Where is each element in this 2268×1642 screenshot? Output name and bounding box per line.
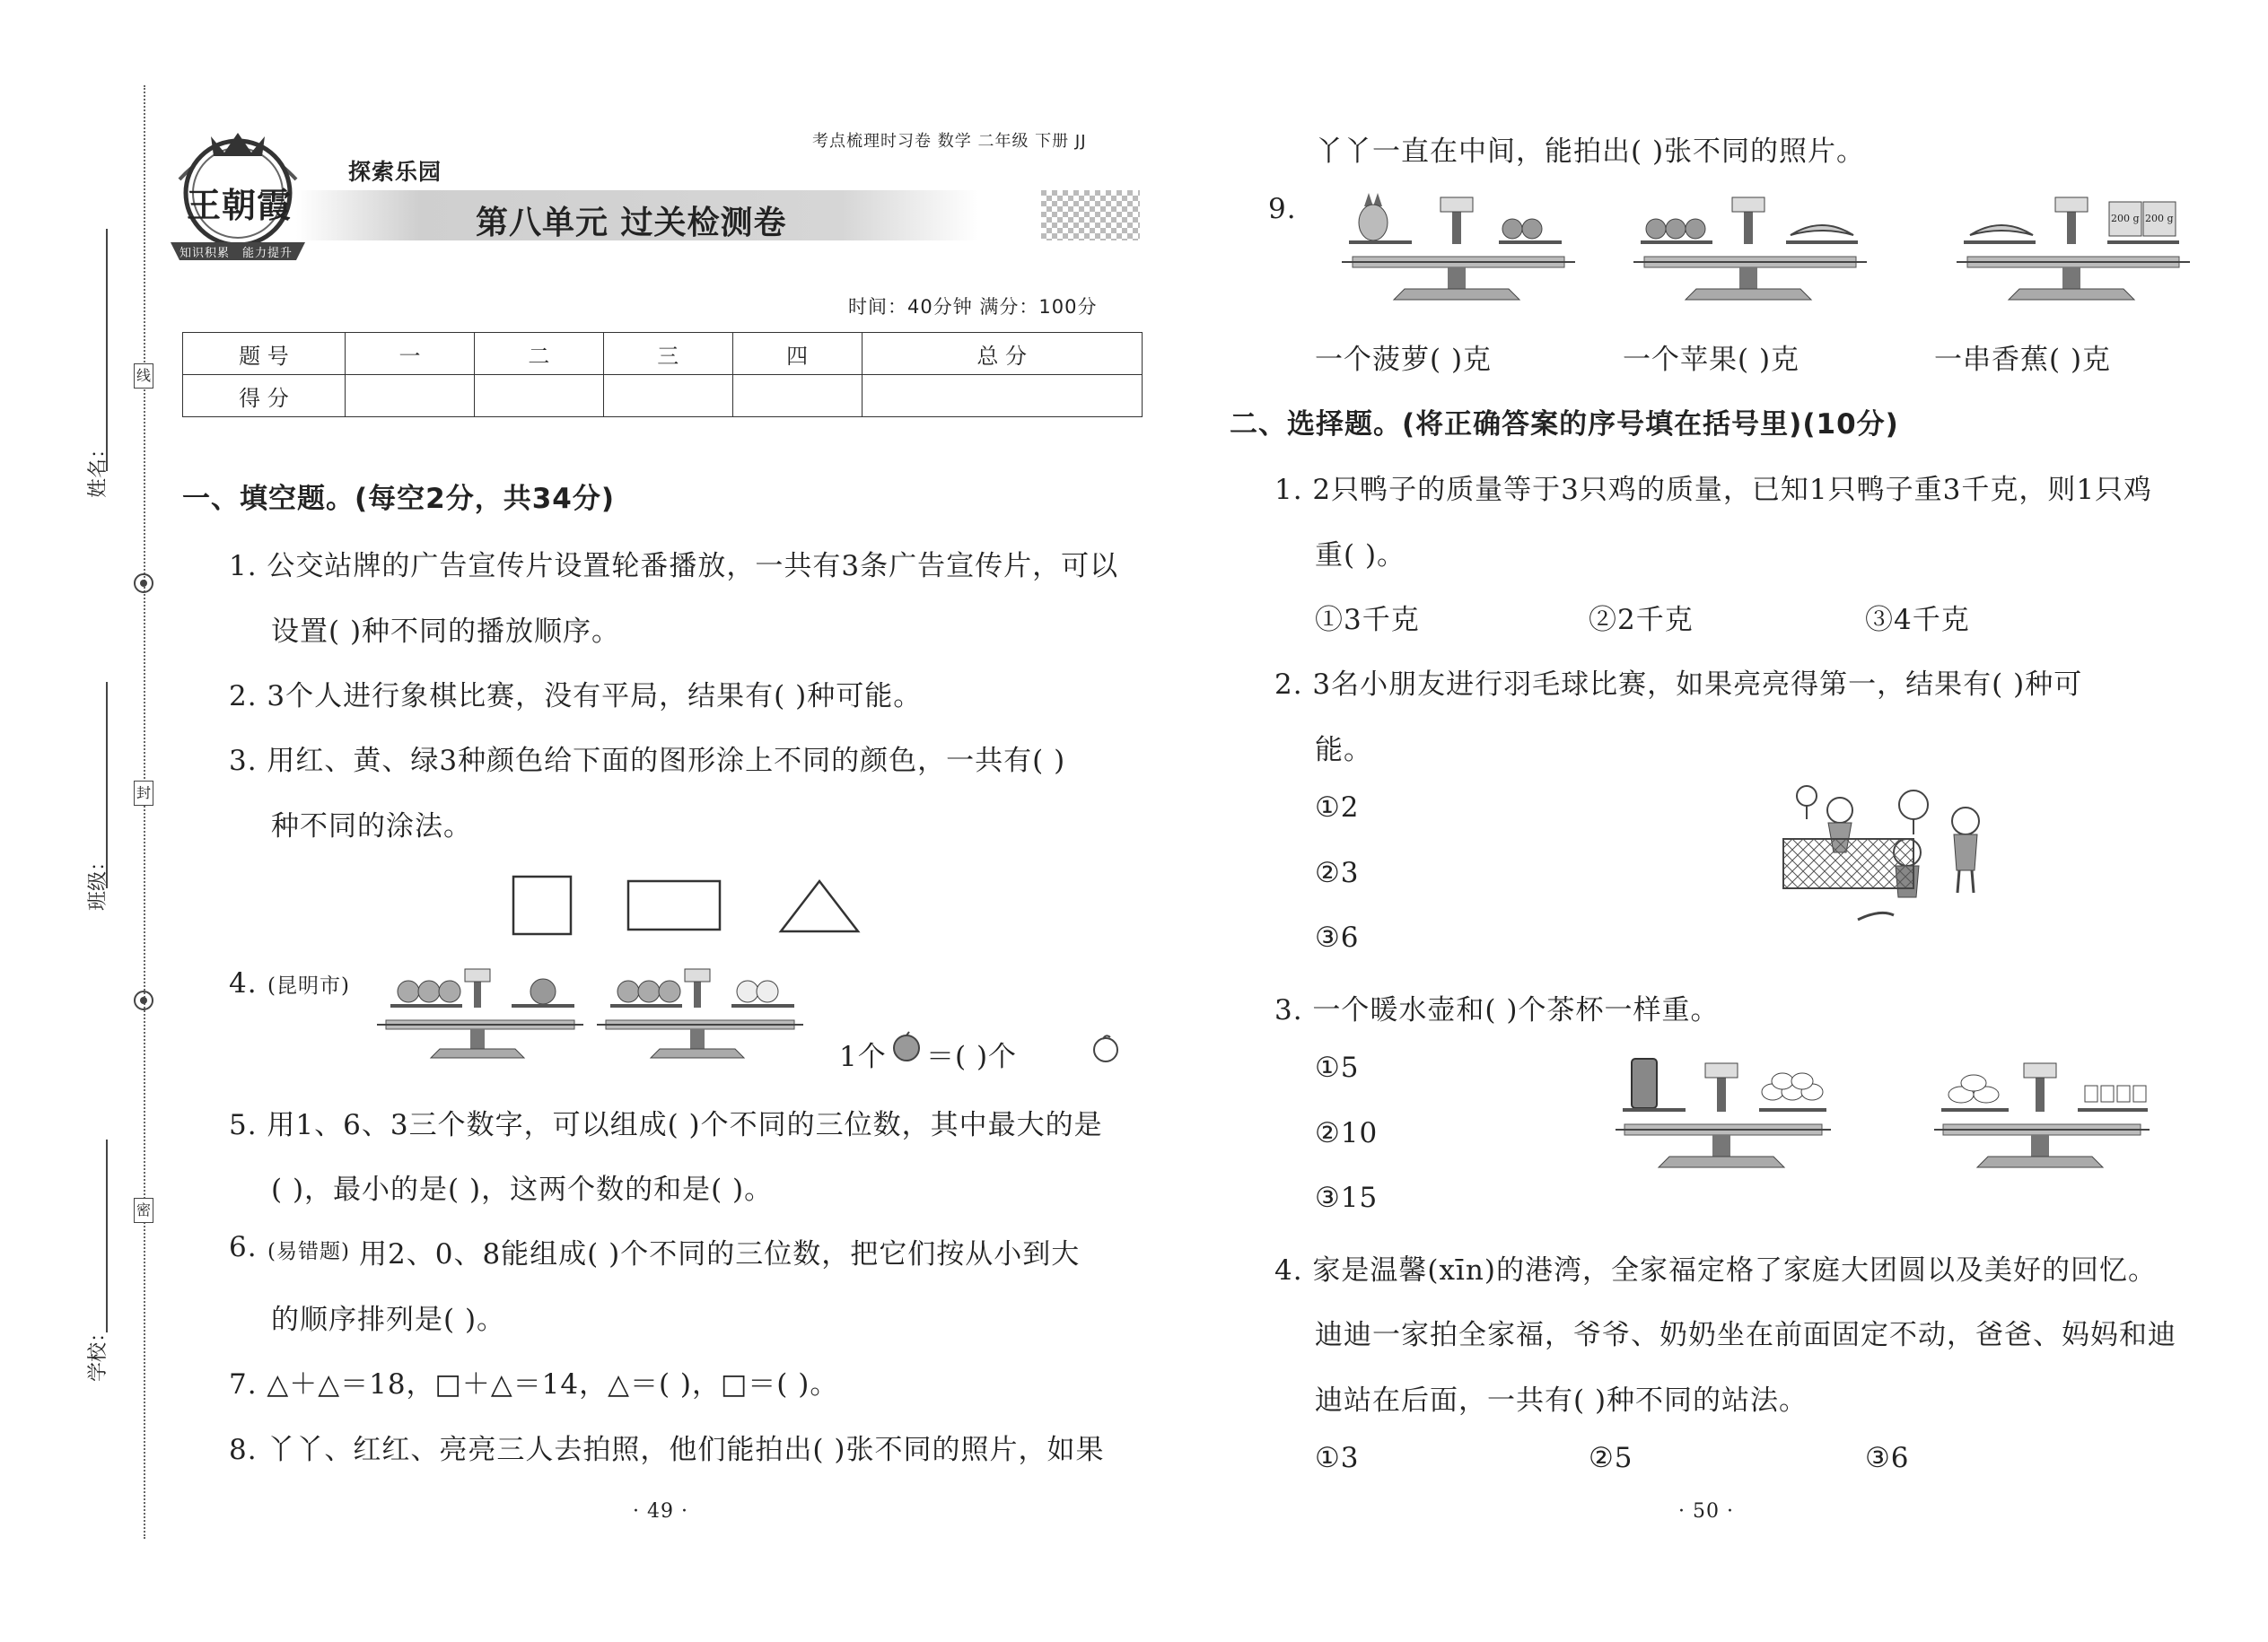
banana-icon bbox=[1970, 225, 2033, 235]
class-label: 班级： bbox=[87, 851, 109, 911]
c4-line3: 迪站在后面，一共有( )种不同的站法。 bbox=[1315, 1384, 1808, 1417]
c2-line1: 2. 3名小朋友进行羽毛球比赛，如果亮亮得第一，结果有( )种可 bbox=[1274, 668, 2083, 701]
score-header-row bbox=[183, 333, 1143, 375]
c3-balance-1 bbox=[1616, 1054, 1831, 1171]
score-cell[interactable] bbox=[346, 375, 475, 417]
page-number-right: · 50 · bbox=[1678, 1500, 1734, 1523]
score-row bbox=[183, 375, 1143, 417]
checker-pattern bbox=[1041, 190, 1140, 240]
c1-option-1[interactable]: ①3千克 bbox=[1315, 604, 1420, 636]
q4-mid: ＝( )个 bbox=[926, 1041, 1018, 1073]
q6-line1: 用2、0、8能组成( )个不同的三位数，把它们按从小到大 bbox=[359, 1238, 1081, 1271]
name-underline bbox=[106, 229, 108, 471]
c4-option-3[interactable]: ③6 bbox=[1865, 1442, 1910, 1474]
part1-heading: 一、填空题。(每空2分，共34分) bbox=[182, 483, 616, 515]
score-cell[interactable] bbox=[474, 375, 603, 417]
brand-slogan-1: 知识积累 bbox=[180, 247, 231, 260]
q2: 2. 3个人进行象棋比赛，没有平局，结果有( )种可能。 bbox=[229, 680, 923, 712]
score-header: 总 分 bbox=[862, 333, 1143, 375]
weight-label-1: 200 g bbox=[2111, 213, 2140, 224]
q4-balance-1 bbox=[377, 965, 574, 1063]
c4-line2: 迪迪一家拍全家福，爷爷、奶奶坐在前面固定不动，爸爸、妈妈和迪 bbox=[1315, 1319, 2176, 1351]
c1-line2: 重( )。 bbox=[1315, 539, 1406, 572]
c2-option-1[interactable]: ①2 bbox=[1315, 791, 1360, 824]
c3-balance-2 bbox=[1934, 1054, 2150, 1171]
c3-option-1[interactable]: ①5 bbox=[1315, 1052, 1360, 1084]
score-header: 二 bbox=[474, 333, 603, 375]
q9-answer-pineapple: 一个菠萝( )克 bbox=[1315, 344, 1493, 376]
school-underline bbox=[106, 1140, 108, 1332]
brand-name: 王朝霞 bbox=[187, 185, 293, 225]
c1-option-2[interactable]: ②2千克 bbox=[1589, 604, 1694, 636]
q3-shapes bbox=[512, 875, 871, 938]
q4-balance-2 bbox=[597, 965, 794, 1063]
q9-balance-3 bbox=[1957, 188, 2190, 305]
score-cell[interactable] bbox=[603, 375, 732, 417]
banana-icon bbox=[1791, 225, 1853, 235]
q6-tag: (易错题) bbox=[267, 1240, 350, 1263]
binding-mark-xian: 线 bbox=[134, 363, 153, 389]
q3-line2: 种不同的涂法。 bbox=[271, 810, 472, 843]
apple-icon bbox=[891, 1032, 922, 1062]
q6-number: 6. bbox=[229, 1231, 258, 1263]
q6-line2: 的顺序排列是( )。 bbox=[271, 1304, 506, 1336]
square-shape bbox=[513, 877, 571, 934]
page-title: 第八单元 过关检测卷 bbox=[476, 205, 787, 241]
c2-option-3[interactable]: ③6 bbox=[1315, 921, 1360, 954]
q4-tag: (昆明市) bbox=[267, 974, 350, 998]
c2-line2: 能。 bbox=[1315, 734, 1372, 766]
apple-icon bbox=[1646, 219, 1666, 239]
score-cell[interactable] bbox=[732, 375, 862, 417]
binding-knot-icons bbox=[132, 565, 159, 1642]
score-row-label: 得 分 bbox=[183, 375, 346, 417]
orange-icon bbox=[1090, 1034, 1121, 1064]
thermos-icon bbox=[1632, 1059, 1657, 1108]
binding-mark-feng: 封 bbox=[134, 781, 153, 806]
q4-number: 4. bbox=[229, 967, 258, 1000]
binding-mark-mi: 密 bbox=[134, 1198, 153, 1223]
school-label: 学校： bbox=[87, 1322, 109, 1382]
section-tag: 探索乐园 bbox=[348, 159, 442, 185]
series-info: 考点梳理时习卷 数学 二年级 下册 JJ bbox=[812, 132, 1087, 151]
c4-option-2[interactable]: ②5 bbox=[1589, 1442, 1633, 1474]
c4-line1: 4. 家是温馨(xīn)的港湾，全家福定格了家庭大团圆以及美好的回忆。 bbox=[1274, 1254, 2157, 1287]
score-header: 四 bbox=[732, 333, 862, 375]
q3-line1: 3. 用红、黄、绿3种颜色给下面的图形涂上不同的颜色，一共有( ) bbox=[229, 745, 1066, 777]
page-number-left: · 49 · bbox=[633, 1500, 688, 1523]
name-label: 姓名： bbox=[87, 438, 109, 498]
q1-line1: 1. 公交站牌的广告宣传片设置轮番播放，一共有3条广告宣传片，可以 bbox=[229, 550, 1119, 582]
q9-answer-banana: 一串香蕉( )克 bbox=[1934, 344, 2112, 376]
c2-option-2[interactable]: ②3 bbox=[1315, 857, 1360, 889]
score-header: 一 bbox=[346, 333, 475, 375]
score-header: 题 号 bbox=[183, 333, 346, 375]
score-header: 三 bbox=[603, 333, 732, 375]
q9-balance-2 bbox=[1633, 188, 1867, 305]
q7: 7. △＋△＝18，□＋△＝14，△＝( )，□＝( )。 bbox=[229, 1368, 839, 1401]
badminton-kids-illustration bbox=[1782, 785, 2006, 929]
q5-line1: 5. 用1、6、3三个数字，可以组成( )个不同的三位数，其中最大的是 bbox=[229, 1109, 1103, 1141]
c1-line1: 1. 2只鸭子的质量等于3只鸡的质量，已知1只鸭子重3千克，则1只鸡 bbox=[1274, 474, 2153, 506]
brand-slogan-2: 能力提升 bbox=[242, 247, 293, 260]
weight-label-2: 200 g bbox=[2145, 213, 2174, 224]
c3-option-3[interactable]: ③15 bbox=[1315, 1182, 1379, 1214]
c3: 3. 一个暖水壶和( )个茶杯一样重。 bbox=[1274, 994, 1720, 1026]
c4-option-1[interactable]: ①3 bbox=[1315, 1442, 1360, 1474]
score-table bbox=[182, 332, 1143, 417]
q8-line1: 8. 丫丫、红红、亮亮三人去拍照，他们能拍出( )张不同的照片，如果 bbox=[229, 1434, 1105, 1466]
c3-option-2[interactable]: ②10 bbox=[1315, 1117, 1379, 1149]
part2-heading: 二、选择题。(将正确答案的序号填在括号里)(10分) bbox=[1230, 408, 1899, 441]
q9-number: 9. bbox=[1268, 193, 1297, 225]
rectangle-shape bbox=[628, 881, 720, 930]
q1-line2: 设置( )种不同的播放顺序。 bbox=[271, 616, 621, 648]
q9-balance-1 bbox=[1342, 188, 1575, 305]
time-info: 时间：40分钟 满分：100分 bbox=[848, 296, 1098, 318]
q5-line2: ( )，最小的是( )，这两个数的和是( )。 bbox=[271, 1174, 774, 1206]
q4-pre: 1个 bbox=[839, 1041, 887, 1073]
q8-line2: 丫丫一直在中间，能拍出( )张不同的照片。 bbox=[1315, 135, 1866, 168]
c1-option-3[interactable]: ③4千克 bbox=[1865, 604, 1970, 636]
triangle-shape bbox=[781, 881, 858, 931]
score-cell[interactable] bbox=[862, 375, 1143, 417]
q9-answer-apple: 一个苹果( )克 bbox=[1623, 344, 1800, 376]
